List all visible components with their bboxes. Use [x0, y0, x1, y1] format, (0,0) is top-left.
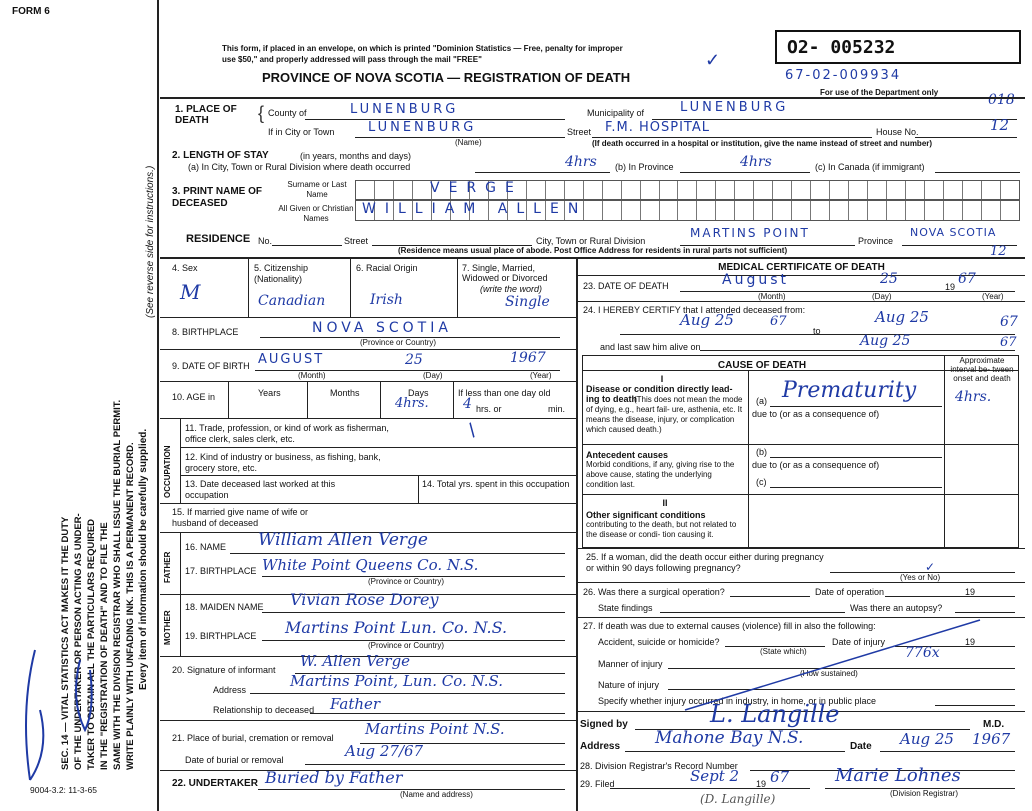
rule-15 [160, 503, 576, 504]
sidebar-line-2: OF THE UNDERTAKER OR PERSON ACTING AS UNDER- [73, 513, 84, 770]
cause-inner-div [748, 370, 749, 548]
handwritten-reg-ref: 67-02-009934 [785, 68, 902, 83]
cause-c-line [770, 487, 942, 488]
rule-13 [180, 475, 576, 476]
attended-from-year: 67 [770, 314, 787, 329]
mother-div [180, 594, 181, 656]
other-note: contributing to the death, but not related to the disease or condi- tion causing it. [586, 520, 737, 539]
q26-text: 26. Was there a surgical operation? [583, 587, 725, 597]
q27-text: 27. If death was due to external causes (violence) fill in also the following: [583, 621, 876, 631]
hrs-label: hrs. or [476, 404, 502, 414]
due-to-a: due to (or as a consequence of) [752, 409, 880, 419]
interval-a: 4hrs. [955, 389, 992, 405]
registration-number: O2- 005232 [787, 37, 896, 58]
father-name-label: 16. NAME [185, 542, 227, 552]
registrar-signature: Marie Lohnes [835, 765, 961, 786]
dob-month: AUGUST [258, 352, 325, 367]
rule-25 [576, 548, 1025, 549]
occ-div2 [418, 475, 419, 503]
sex-label: 4. Sex [172, 263, 198, 273]
div-cit [350, 257, 351, 317]
age-days-value: 4hrs. [395, 396, 429, 411]
burial-date-label: Date of burial or removal [185, 755, 284, 765]
rule-mid [160, 257, 1025, 259]
birthplace-value: NOVA SCOTIA [312, 320, 452, 336]
to-label: to [813, 326, 821, 336]
racial-value: Irish [370, 292, 403, 308]
div-age1 [228, 381, 229, 418]
md-label: M.D. [983, 719, 1005, 730]
q27-year-prefix: 19 [965, 637, 976, 647]
months-label: Months [330, 388, 360, 398]
mother-birthplace-value: Martins Point Lun. Co. N.S. [285, 618, 508, 637]
q27-manner-label: Manner of injury [598, 659, 663, 669]
length-of-stay-label: 2. LENGTH OF STAY [172, 150, 269, 161]
spouse-label: 15. If married give name of wife or husband of deceased [172, 507, 309, 528]
sig-date-year: 1967 [972, 730, 1011, 748]
death-year-prefix: 19 [945, 282, 956, 292]
rule-26 [576, 582, 1025, 583]
marital-sub: (write the word) [480, 284, 543, 294]
sidebar-line-5: SAME WITH THE DIVISION REGISTRAR WHO SHALL ISSUE THE BURIAL PERMIT. [112, 399, 123, 770]
min-label: min. [548, 404, 566, 414]
due-to-b: due to (or as a consequence of) [752, 460, 880, 470]
signed-value: L. Langille [710, 700, 840, 728]
death-date-line [680, 291, 1015, 292]
sidebar-line-7: Every item of information should be carefully supplied. [138, 428, 149, 690]
marital-value: Single [505, 294, 550, 310]
less-day-label: If less than one day old [458, 388, 551, 398]
med-rule-2 [576, 301, 1025, 302]
sidebar-scribble [10, 630, 150, 800]
house-label: House No. [876, 127, 919, 137]
cause-c-label: (c) [756, 477, 767, 487]
registration-number-box [775, 30, 1021, 64]
birthplace-label: 8. BIRTHPLACE [172, 327, 239, 337]
part-i-label: I [660, 374, 664, 384]
father-birthplace-label: 17. BIRTHPLACE [185, 566, 257, 576]
city-value: LUNENBURG [368, 120, 477, 135]
last-saw-line [700, 350, 1015, 351]
residence-code: 12 [990, 244, 1007, 259]
attended-from: Aug 25 [680, 311, 734, 329]
informant-address: Martins Point, Lun. Co. N.S. [290, 672, 504, 690]
stay-a-value: 4hrs [565, 154, 597, 170]
stay-a-label: (a) In City, Town or Rural Division where death occurred [188, 162, 411, 172]
sidebar-line-1: SEC. 14 — VITAL STATISTICS ACT MAKES IT THE DUTY [60, 516, 71, 770]
street-line [592, 137, 872, 138]
direct-label: Disease or condition directly lead- ing to death [586, 384, 733, 404]
given-value: WILLIAM ALLEN [362, 201, 588, 217]
death-day: 25 [880, 271, 898, 287]
mother-maiden-line [262, 612, 565, 613]
father-name-line [230, 553, 565, 554]
q11-dash: / [464, 420, 481, 442]
mother-caption: (Province or Country) [368, 641, 445, 650]
attended-line [620, 334, 1015, 335]
sig-date-value: Aug 25 [900, 730, 954, 748]
informant-sig-label: 20. Signature of informant [172, 665, 276, 675]
attended-to: Aug 25 [875, 308, 929, 326]
sidebar-divider [157, 0, 159, 811]
q26-autopsy-label: Was there an autopsy? [850, 603, 943, 613]
burial-date-value: Aug 27/67 [345, 742, 424, 760]
birthplace-caption: (Province or Country) [360, 338, 437, 347]
q27-injury-date-label: Date of injury [832, 637, 886, 647]
q25-mark: ✓ [925, 560, 936, 574]
citizenship-label: 5. Citizenship (Nationality) [254, 263, 309, 284]
cause-rule [582, 370, 1019, 371]
part-ii-label: II [662, 498, 668, 508]
house-line [915, 137, 1017, 138]
dept-use-note: For use of the Department only [820, 88, 939, 97]
q23-label: 23. DATE OF DEATH [583, 281, 669, 291]
father-birthplace-value: White Point Queens Co. N.S. [262, 556, 479, 574]
q26-date-line [885, 596, 1015, 597]
surname-label: Surname or Last Name [287, 180, 347, 199]
stay-c-line [935, 172, 1020, 173]
mother-maiden-value: Vivian Rose Dorey [290, 590, 439, 609]
q27-accident-label: Accident, suicide or homicide? [598, 637, 720, 647]
dob-day: 25 [405, 352, 423, 368]
municipality-label: Municipality of [587, 108, 645, 118]
q26-state-line [660, 612, 845, 613]
rule-11 [160, 418, 576, 419]
residence-no-label: No. [258, 236, 273, 246]
cause-interval-div [944, 355, 945, 548]
undertaker-label: 22. UNDERTAKER [172, 778, 258, 789]
father-div [180, 532, 181, 594]
residence-city-label: City, Town or Rural Division [536, 236, 646, 246]
antecedent-note: Morbid conditions, if any, giving rise to the above cause, stating the underlying condition last. [586, 460, 735, 489]
death-year: 67 [958, 271, 976, 287]
given-label: All Given or Christian Names [278, 204, 354, 223]
form-number: FORM 6 [12, 6, 50, 17]
residence-street-label: Street [344, 236, 369, 246]
street-value: F.M. HOSPITAL [605, 120, 711, 135]
informant-signature: W. Allen Verge [300, 652, 411, 670]
mother-maiden-label: 18. MAIDEN NAME [185, 602, 264, 612]
div-racial [457, 257, 458, 317]
marital-label: 7. Single, Married, Widowed or Divorced [462, 263, 548, 283]
notice-line-2: use $50," and properly addressed will pass through the mail "FREE" [222, 55, 482, 64]
informant-address-label: Address [213, 685, 247, 695]
q26-date-label: Date of operation [815, 587, 885, 597]
stay-a-line [475, 172, 610, 173]
footer-code: 9004-3.2: 11-3-65 [30, 785, 97, 795]
filed-year: 67 [770, 768, 790, 786]
sig-address-value: Mahone Bay N.S. [655, 728, 804, 748]
q25-text: 25. If a woman, did the death occur either during pregnancy or within 90 days following pregnancy? [586, 552, 824, 573]
sig-address-line [625, 751, 845, 752]
residence-city-value: MARTINS POINT [690, 226, 810, 240]
div-age3 [380, 381, 381, 418]
cause-a-line [770, 406, 942, 407]
form-title: PROVINCE OF NOVA SCOTIA — REGISTRATION OF DEATH [262, 70, 631, 85]
last-saw-year: 67 [1000, 335, 1017, 350]
medical-header: MEDICAL CERTIFICATE OF DEATH [718, 262, 885, 273]
sidebar-line-6: WRITE PLAINLY WITH UNFADING INK. THIS IS A PERMANENT RECORD. [125, 442, 136, 770]
relationship-line [310, 713, 565, 714]
municipality-value: LUNENBURG [680, 100, 789, 115]
q26-line [730, 596, 810, 597]
q27-sustained-caption: (How sustained) [800, 669, 858, 678]
cause-a-label: (a) [756, 396, 767, 406]
q27-state-caption: (State which) [760, 647, 807, 656]
father-caption: (Province or Country) [368, 577, 445, 586]
sex-value: M [180, 280, 201, 304]
cause-header: CAUSE OF DEATH [717, 360, 807, 371]
div-age2 [307, 381, 308, 418]
q12-label: 12. Kind of industry or business, as fishing, bank, grocery store, etc. [185, 452, 381, 473]
brace: { [258, 103, 265, 123]
div-sex [248, 257, 249, 317]
q25-caption: (Yes or No) [900, 573, 941, 582]
sig-date-line [880, 751, 1015, 752]
residence-province-label: Province [858, 236, 894, 246]
hospital-note: (If death occurred in a hospital or institution, give the name instead of street and number) [592, 139, 933, 148]
stay-b-line [680, 172, 810, 173]
dob-day-caption: (Day) [423, 371, 443, 380]
attended-to-year: 67 [1000, 314, 1018, 330]
father-name-value: William Allen Verge [258, 530, 428, 550]
cause-rule-3 [582, 494, 1019, 495]
stay-b-label: (b) In Province [615, 162, 674, 172]
father-side-label: FATHER [163, 551, 172, 583]
q13-label: 13. Date deceased last worked at this occupation [185, 479, 336, 500]
column-divider [576, 257, 578, 811]
citizenship-value: Canadian [258, 293, 326, 309]
death-day-caption: (Day) [872, 292, 892, 301]
check-mark: ✓ [705, 50, 721, 70]
residence-label: RESIDENCE [186, 233, 251, 245]
q27-code: 776x [905, 645, 940, 661]
q27-nature-label: Nature of injury [598, 680, 660, 690]
informant-address-line [250, 693, 565, 694]
residence-note: (Residence means usual place of abode. Post Office Address for residents in rural parts not sufficient) [398, 246, 788, 255]
place-of-death-label: 1. PLACE OF DEATH [175, 104, 237, 126]
hrs-value: 4 [463, 396, 472, 412]
q28-label: 28. Division Registrar's Record Number [580, 761, 738, 771]
death-year-caption: (Year) [982, 292, 1004, 301]
surname-value: VERGE [430, 180, 523, 196]
residence-province-value: NOVA SCOTIA [910, 226, 997, 239]
q27-specify-label: Specify whether injury occurred in industry, in home, or in public place [598, 696, 876, 706]
q26-year-prefix: 19 [965, 587, 976, 597]
cause-rule-2 [582, 444, 1019, 445]
other-label: Other significant conditions [586, 510, 706, 520]
city-label: If in City or Town [268, 127, 335, 137]
rule-12 [180, 447, 576, 448]
notice-line-1: This form, if placed in an envelope, on which is printed "Dominion Statistics — Free, penalty for improper [222, 44, 623, 53]
death-month: August [722, 272, 789, 288]
q26-state-label: State findings [598, 603, 653, 613]
sidebar-line-3: TAKER TO OBTAIN ALL THE PARTICULARS REQUIRED [86, 518, 97, 770]
mother-birthplace-label: 19. BIRTHPLACE [185, 631, 257, 641]
death-month-caption: (Month) [758, 292, 786, 301]
cause-b-label: (b) [756, 447, 767, 457]
registrar-caption: (Division Registrar) [890, 789, 959, 798]
undertaker-value: Buried by Father [265, 768, 403, 787]
last-saw: Aug 25 [860, 333, 911, 349]
deceased-name-label: 3. PRINT NAME OF DECEASED [172, 186, 263, 209]
dob-year: 1967 [510, 350, 546, 366]
dob-year-caption: (Year) [530, 371, 552, 380]
county-label: County of [268, 108, 307, 118]
q24-label: 24. I HEREBY CERTIFY that I attended deceased from: [583, 305, 806, 315]
county-value: LUNENBURG [350, 102, 459, 117]
last-saw-label: and last saw him alive on [600, 342, 701, 352]
rule-top [160, 97, 1025, 99]
filed-value: Sept 2 [690, 767, 740, 785]
relationship-label: Relationship to deceased [213, 705, 315, 715]
house-value: 12 [990, 116, 1010, 134]
years-label: Years [258, 388, 281, 398]
q14-label: 14. Total yrs. spent in this occupation [422, 479, 570, 489]
sidebar-line-8: (See reverse side for instructions.) [145, 165, 156, 318]
q11-label: 11. Trade, profession, or kind of work as fisherman, office clerk, sales clerk, etc. [185, 423, 389, 444]
sig-address-label: Address [580, 741, 621, 752]
rule-10 [160, 381, 576, 382]
signed-label: Signed by [580, 719, 628, 730]
direct-note: (This does not mean the mode of dying, e.g., heart fail- ure, asthenia, etc. It means the disease, injury, or complication which caused death.) [586, 395, 743, 434]
filed-line [610, 788, 810, 789]
burial-date-line [305, 764, 565, 765]
burial-place-label: 21. Place of burial, cremation or removal [172, 733, 334, 743]
filed-year-prefix: 19 [756, 779, 767, 789]
stamp-text: (D. Langille) [700, 792, 776, 806]
rule-8 [160, 317, 576, 318]
undertaker-caption: (Name and address) [400, 790, 473, 799]
occupation-side-label: OCCUPATION [163, 445, 172, 498]
dob-label: 9. DATE OF BIRTH [172, 361, 250, 371]
age-label: 10. AGE in [172, 392, 216, 402]
sidebar-line-4: IN THE "REGISTRATION OF DEATH" AND TO FILE THE [99, 522, 110, 770]
q26-autopsy-line [955, 612, 1015, 613]
days-label: Days [408, 388, 429, 398]
dob-month-caption: (Month) [298, 371, 326, 380]
occ-div [180, 418, 181, 503]
burial-place-value: Martins Point N.S. [365, 720, 505, 738]
relationship-value: Father [330, 695, 381, 713]
cause-a-value: Prematurity [782, 378, 917, 403]
antecedent-label: Antecedent causes [586, 450, 669, 460]
div-age4 [453, 381, 454, 418]
mother-side-label: MOTHER [163, 610, 172, 645]
racial-label: 6. Racial Origin [356, 263, 418, 273]
dept-code: 018 [988, 92, 1015, 108]
street-label: Street [567, 127, 592, 137]
stay-c-label: (c) In Canada (if immigrant) [815, 162, 925, 172]
stay-b-value: 4hrs [740, 154, 772, 170]
q29-label: 29. Filed [580, 779, 615, 789]
sig-date-label: Date [850, 741, 872, 752]
name-caption: (Name) [455, 138, 482, 147]
cause-b-line [770, 457, 942, 458]
length-of-stay-sub: (in years, months and days) [300, 151, 412, 161]
approx-label: Approximate interval be- tween onset and death [950, 356, 1014, 383]
residence-no-line [272, 245, 342, 246]
